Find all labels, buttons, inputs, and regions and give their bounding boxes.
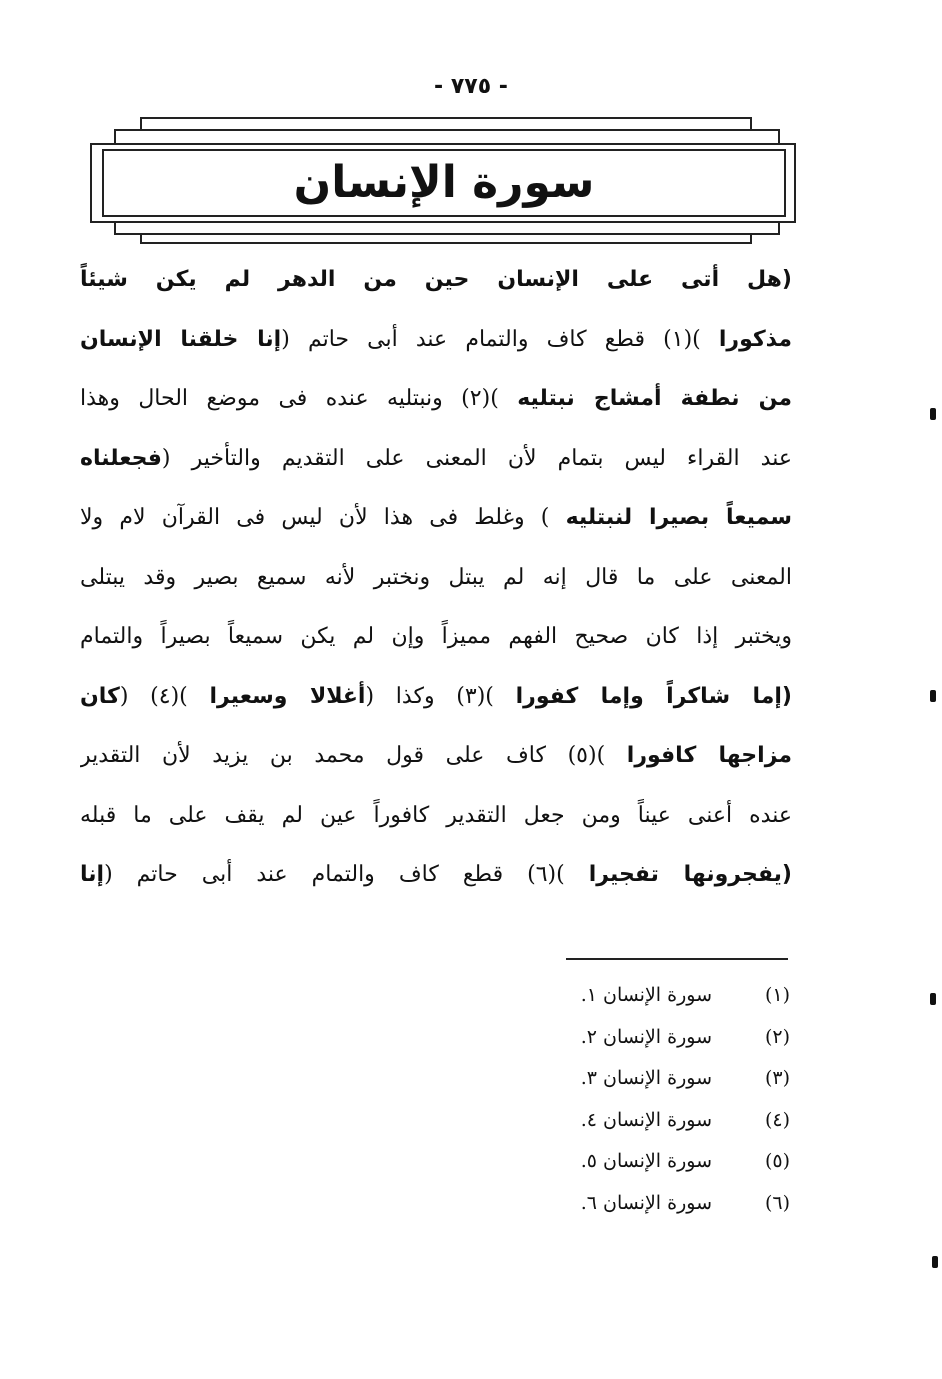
text-line bbox=[80, 548, 792, 608]
commentary-text: )(٣) وكذا ( bbox=[365, 683, 516, 709]
quran-text: مذكورا bbox=[718, 326, 792, 352]
footnote bbox=[470, 1058, 790, 1100]
text-line bbox=[80, 250, 792, 310]
footnote-text: سورة الإنسان ٥. bbox=[580, 1150, 712, 1172]
footnote-separator bbox=[566, 958, 788, 960]
commentary-text: )(١) قطع كاف والتمام عند أبى حاتم ( bbox=[281, 326, 719, 352]
footnote-text: سورة الإنسان ٣. bbox=[580, 1067, 712, 1089]
commentary-text: عند القراء ليس بتمام لأن المعنى على التقديم والتأخير ( bbox=[161, 445, 792, 471]
quran-text: من نطفة أمشاج نبتليه bbox=[517, 386, 792, 411]
text-line bbox=[80, 369, 792, 429]
footnote-text: سورة الإنسان ٤. bbox=[580, 1108, 712, 1131]
text-line bbox=[80, 667, 792, 727]
footnote bbox=[470, 1100, 790, 1142]
text-line bbox=[80, 845, 792, 905]
commentary-text: عنده أعنى عيناً ومن جعل التقدير كافوراً عين لم يقف على ما قبله bbox=[80, 802, 792, 828]
text-line bbox=[80, 488, 792, 548]
quran-text: كان bbox=[80, 683, 120, 709]
quran-text: (إما شاكراً وإما كفورا bbox=[515, 683, 792, 709]
text-line bbox=[80, 429, 792, 489]
footnote bbox=[470, 1017, 790, 1059]
quran-text: فجعلناه bbox=[80, 445, 162, 471]
commentary-text: )(٢) ونبتليه عنده فى موضع الحال وهذا bbox=[80, 386, 518, 411]
text-line bbox=[80, 726, 792, 786]
footnote bbox=[470, 1183, 790, 1225]
commentary-text: )(٦) قطع كاف والتمام عند أبى حاتم ( bbox=[104, 862, 589, 887]
footnote bbox=[470, 975, 790, 1017]
body-text bbox=[80, 250, 792, 905]
text-line bbox=[80, 310, 792, 370]
margin-mark bbox=[930, 690, 936, 702]
footnote-number: (٥) bbox=[764, 1150, 790, 1172]
margin-mark bbox=[930, 408, 936, 420]
text-line bbox=[80, 786, 792, 846]
footnote-number: (٢) bbox=[764, 1025, 790, 1048]
footnote-text: سورة الإنسان ٢. bbox=[580, 1025, 712, 1048]
footnote-text: سورة الإنسان ٦. bbox=[580, 1191, 712, 1214]
margin-mark bbox=[932, 1256, 938, 1268]
quran-text: إنا خلقنا الإنسان bbox=[80, 326, 282, 352]
title-frame-inner bbox=[102, 149, 786, 217]
quran-text: إنا bbox=[80, 862, 105, 887]
quran-text: سميعاً بصيرا لنبتليه bbox=[565, 505, 792, 530]
quran-text: (يفجرونها تفجيرا bbox=[588, 862, 792, 887]
title-frame-mid-top bbox=[114, 129, 780, 143]
commentary-text: ويختبر إذا كان صحيح الفهم مميزاً وإن لم يكن سميعاً بصيراً والتمام bbox=[80, 624, 792, 649]
footnotes bbox=[470, 975, 790, 1224]
commentary-text: ) وغلط فى هذا لأن ليس فى القرآن لام ولا bbox=[80, 505, 566, 530]
footnote bbox=[470, 1141, 790, 1183]
surah-title: سورة الإنسان bbox=[293, 157, 595, 208]
page-number: - ٧٧٥ - bbox=[434, 74, 508, 99]
footnote-text: سورة الإنسان ١. bbox=[580, 984, 712, 1006]
commentary-text: المعنى على ما قال إنه لم يبتل ونختبر لأنه سميع بصير وقد يبتلى bbox=[80, 564, 792, 590]
quran-text: مزاجها كافورا bbox=[626, 743, 792, 768]
footnote-number: (٤) bbox=[764, 1108, 790, 1131]
footnote-number: (١) bbox=[764, 984, 790, 1006]
quran-text: أغلالا وسعيرا bbox=[209, 683, 366, 709]
text-line bbox=[80, 607, 792, 667]
commentary-text: )(٥) كاف على قول محمد بن يزيد لأن التقدير bbox=[80, 743, 627, 768]
title-frame-outer-top bbox=[140, 117, 752, 129]
footnote-number: (٣) bbox=[764, 1067, 790, 1089]
footnote-number: (٦) bbox=[764, 1191, 790, 1214]
title-frame-outer-bottom bbox=[140, 233, 752, 244]
quran-text: (هل أتى على الإنسان حين من الدهر لم يكن شيئاً bbox=[80, 267, 792, 292]
margin-mark bbox=[930, 993, 936, 1005]
commentary-text: )(٤) ( bbox=[119, 683, 210, 709]
